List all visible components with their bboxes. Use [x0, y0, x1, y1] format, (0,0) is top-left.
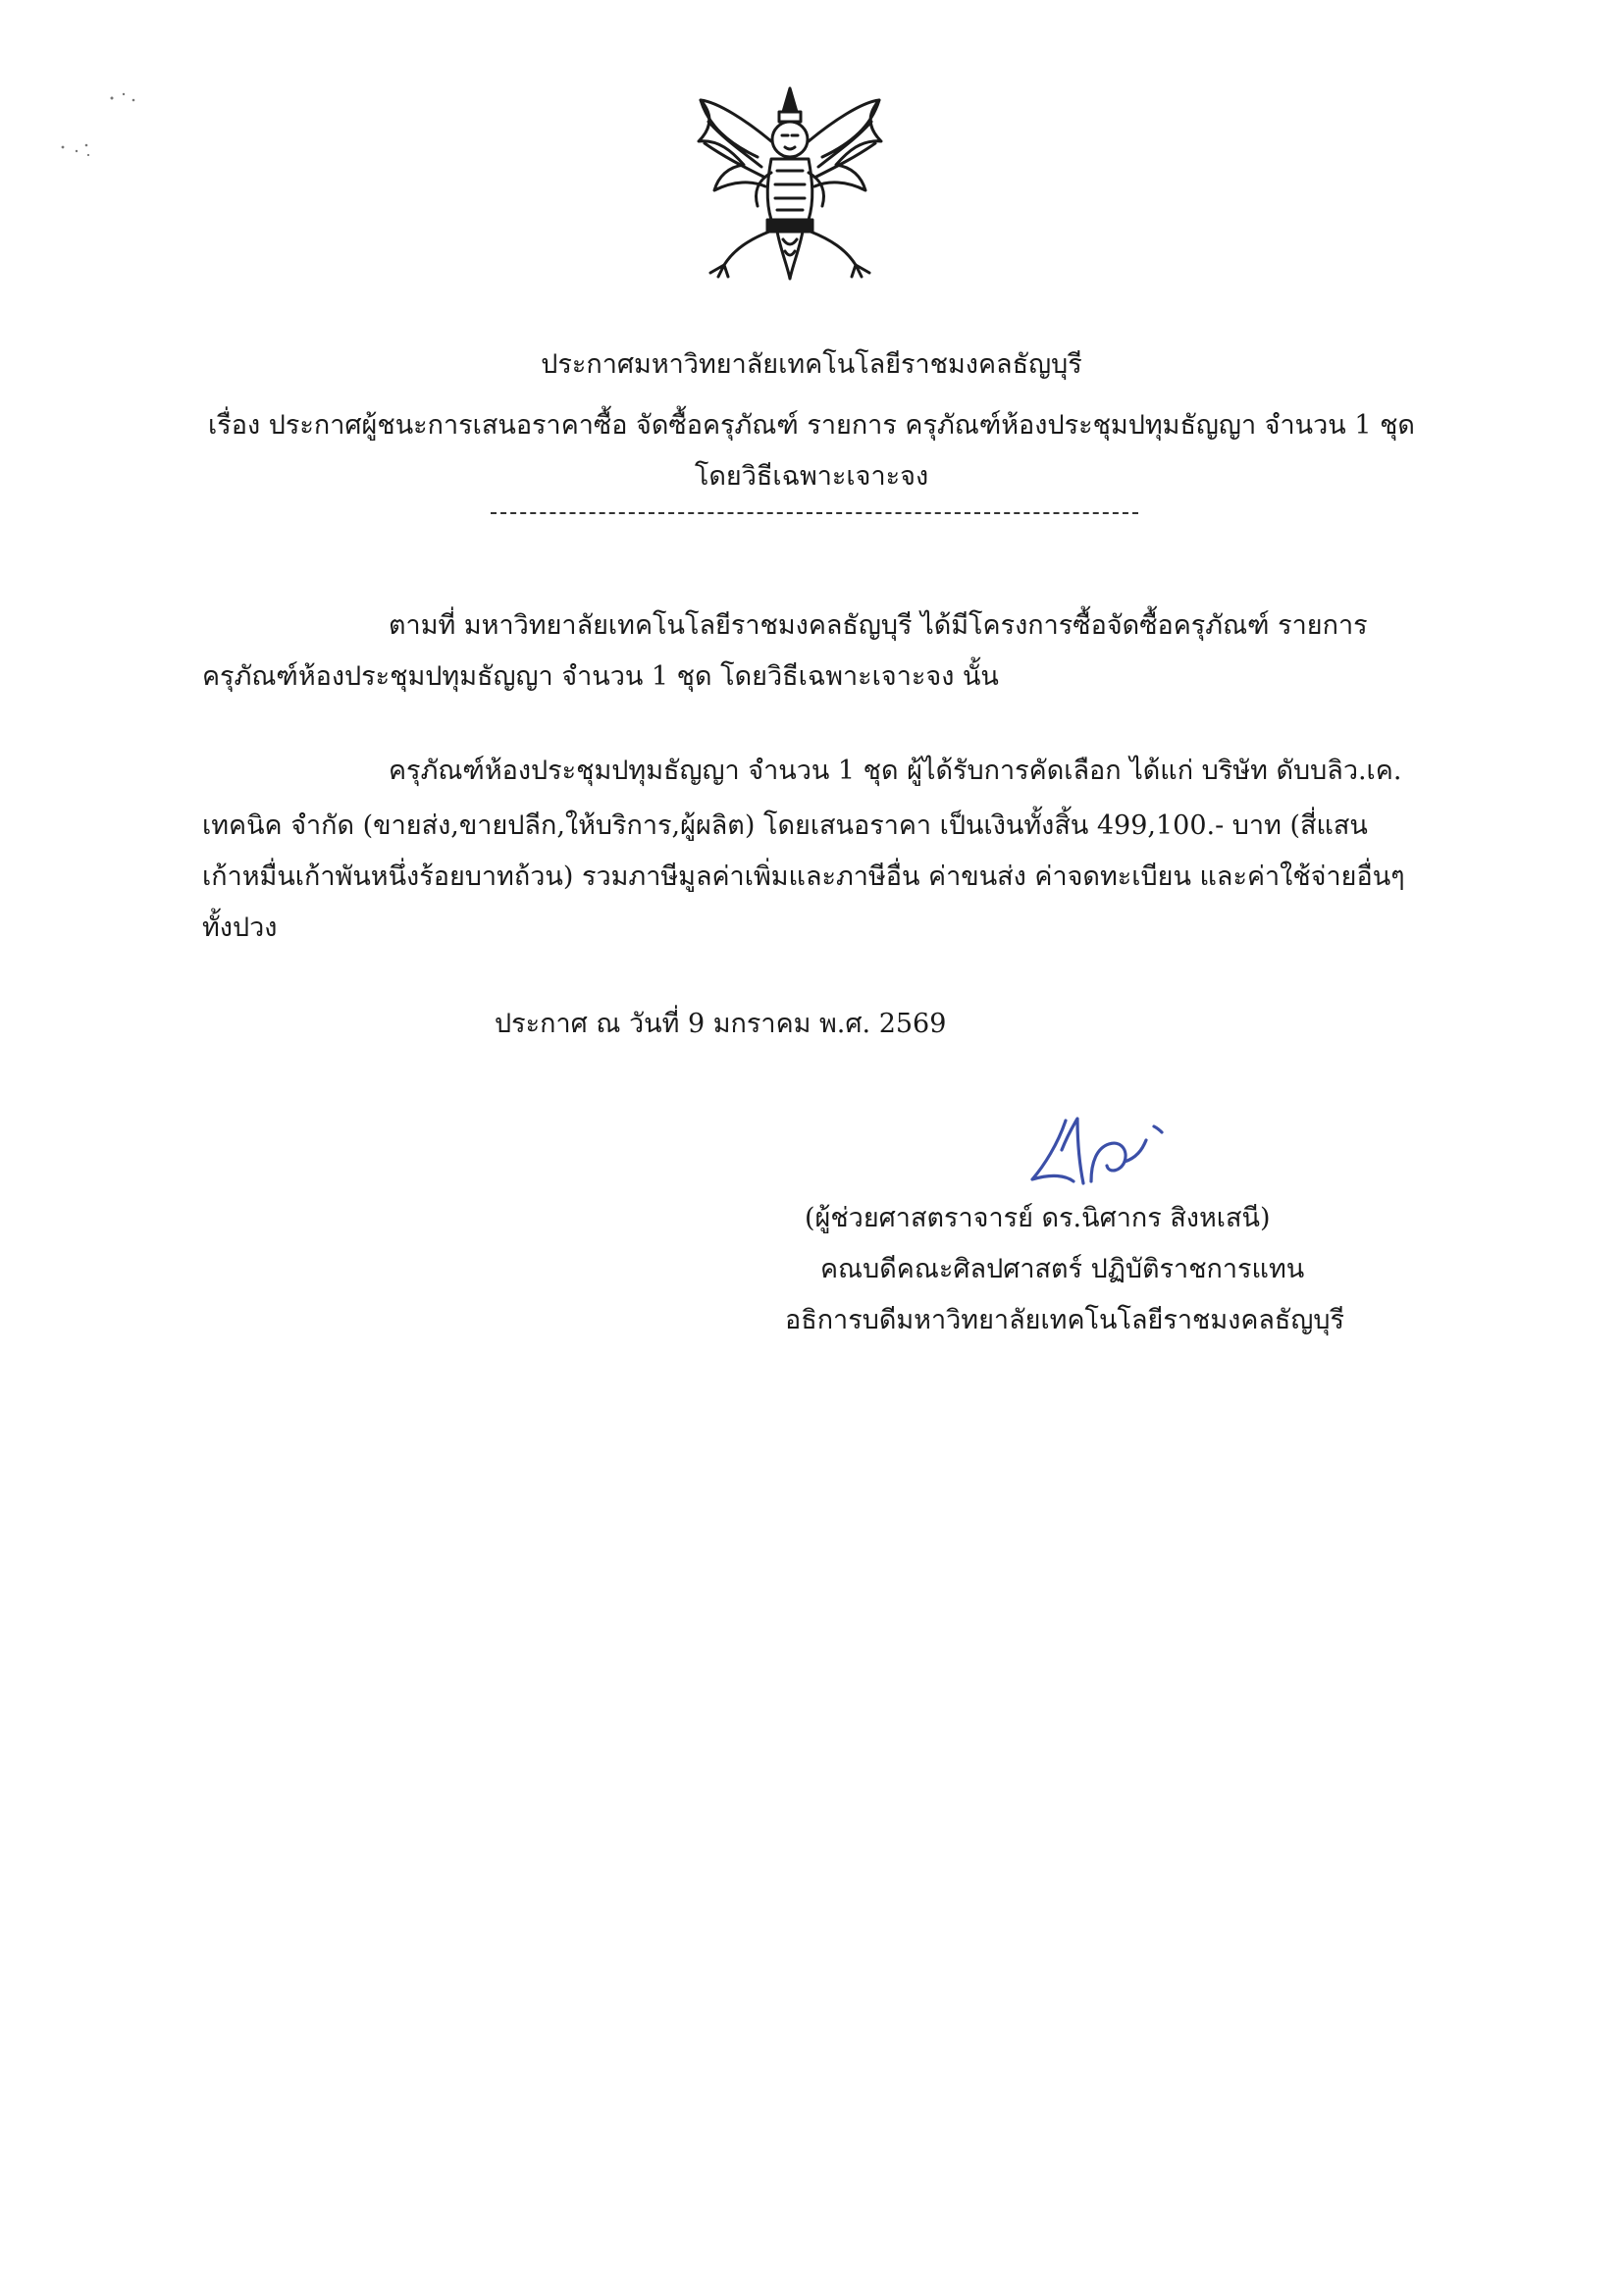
paragraph-2-line-2: เทคนิค จำกัด (ขายส่ง,ขายปลีก,ให้บริการ,ผู้ผลิต) โดยเสนอราคา เป็นเงินทั้งสิ้น 499,100.- บาท (สี่แสน — [202, 810, 1368, 841]
announcement-subject-cont: โดยวิธีเฉพาะเจาะจง — [694, 461, 929, 492]
announcement-title: ประกาศมหาวิทยาลัยเทคโนโลยีราชมงคลธัญบุรี — [541, 349, 1082, 380]
scan-speck-marks — [55, 90, 163, 169]
paragraph-2-line-4: ทั้งปวง — [202, 913, 278, 943]
paragraph-1-line-1: ตามที่ มหาวิทยาลัยเทคโนโลยีราชมงคลธัญบุรี ได้มีโครงการซื้อจัดซื้อครุภัณฑ์ รายการ — [389, 610, 1368, 641]
signatory-position-1: คณบดีคณะศิลปศาสตร์ ปฏิบัติราชการแทน — [820, 1254, 1305, 1284]
paragraph-1-line-2: ครุภัณฑ์ห้องประชุมปทุมธัญญา จำนวน 1 ชุด โดยวิธีเฉพาะเจาะจง นั้น — [202, 661, 999, 692]
paragraph-2-line-3: เก้าหมื่นเก้าพันหนึ่งร้อยบาทถ้วน) รวมภาษีมูลค่าเพิ่มและภาษีอื่น ค่าขนส่ง ค่าจดทะเบียน และค่าใช้จ่ายอื่นๆ — [202, 861, 1405, 892]
announcement-subject: เรื่อง ประกาศผู้ชนะการเสนอราคาซื้อ จัดซื้อครุภัณฑ์ รายการ ครุภัณฑ์ห้องประชุมปทุมธัญญา จำนวน 1 ชุด — [208, 410, 1415, 441]
announcement-date: ประกาศ ณ วันที่ 9 มกราคม พ.ศ. 2569 — [495, 1009, 947, 1039]
signatory-position-2: อธิการบดีมหาวิทยาลัยเทคโนโลยีราชมงคลธัญบุรี — [785, 1305, 1345, 1335]
paragraph-2-line-1: ครุภัณฑ์ห้องประชุมปทุมธัญญา จำนวน 1 ชุด ผู้ได้รับการคัดเลือก ได้แก่ บริษัท ดับบลิว.เค. — [389, 756, 1402, 786]
handwritten-signature — [1022, 1111, 1248, 1201]
dashed-divider — [491, 512, 1138, 514]
signatory-name: (ผู้ช่วยศาสตราจารย์ ดร.นิศากร สิงหเสนี) — [805, 1203, 1271, 1233]
garuda-emblem-icon — [689, 82, 891, 285]
